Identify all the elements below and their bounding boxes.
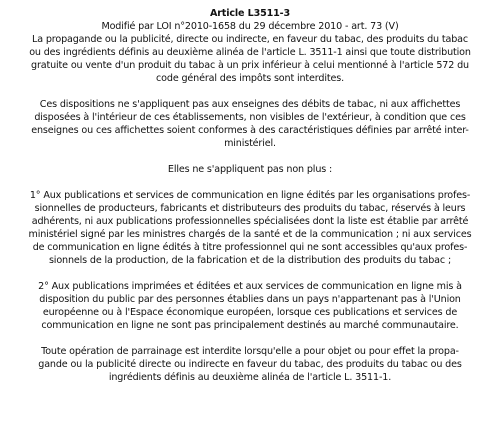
paragraph-line: code général des impôts sont interdites.	[156, 73, 344, 84]
paragraph-advertising-ban	[4, 33, 496, 85]
paragraph-line: Toute opération de parrainage est interdite lorsqu'elle a pour objet ou pour effet la propa-	[41, 346, 459, 357]
paragraph-line: disposées à l'intérieur de ces établissements, non visibles de l'extérieur, à condition que ces	[34, 112, 466, 123]
paragraph-line: ministériel.	[224, 138, 276, 149]
paragraph-line: européenne ou à l'Espace économique européen, lorsque ces publications et services de	[42, 307, 458, 318]
paragraph-line: sionnels de la production, de la fabrication et de la distribution des produits du tabac ;	[48, 255, 452, 266]
paragraph-further-exceptions	[4, 163, 496, 176]
paragraph-line: 2° Aux publications imprimées et éditées et aux services de communication en ligne mis à	[38, 281, 462, 292]
paragraph-item-2	[4, 280, 496, 332]
paragraph-line: sionnelles de producteurs, fabricants et distributeurs des produits du tabac, réservés à leurs	[34, 203, 466, 214]
paragraph-line: La propagande ou la publicité, directe ou indirecte, en faveur du tabac, des produits du tabac	[32, 34, 468, 45]
paragraph-line: ou des ingrédients définis au deuxième alinéa de l'article L. 3511-1 ainsi que toute distribution	[29, 47, 471, 58]
paragraph-line: gratuite ou vente d'un produit du tabac à un prix inférieur à celui mentionné à l'article 572 du	[31, 60, 469, 71]
paragraph-line: communication en ligne ne sont pas principalement destinés au marché communautaire.	[41, 320, 459, 331]
article-title: Article L3511-3	[209, 8, 291, 19]
paragraph-signage-exception	[4, 98, 496, 150]
paragraph-line: ministériel signé par les ministres chargés de la santé et de la communication ; ni aux services	[28, 229, 472, 240]
paragraph-line: Ces dispositions ne s'appliquent pas aux enseignes des débits de tabac, ni aux affichettes	[39, 99, 461, 110]
paragraph-line: 1° Aux publications et services de communication en ligne édités par les organisations profes-	[29, 190, 471, 201]
article-modification-note: Modifié par LOI n°2010-1658 du 29 décembre 2010 - art. 73 (V)	[101, 21, 399, 32]
paragraph-line: ingrédients définis au deuxième alinéa de l'article L. 3511-1.	[108, 372, 392, 383]
paragraph-line: de communication en ligne édités à titre professionnel qui ne sont accessibles qu'aux profes-	[32, 242, 468, 253]
paragraph-line: adhérents, ni aux publications professionnelles spécialisées dont la liste est établie par arrêté	[31, 216, 469, 227]
paragraph-sponsorship-ban	[4, 345, 496, 384]
paragraph-line: gande ou la publicité directe ou indirecte en faveur du tabac, des produits du tabac ou des	[38, 359, 462, 370]
paragraph-line: Elles ne s'appliquent pas non plus :	[167, 164, 333, 175]
paragraph-line: disposition du public par des personnes établies dans un pays n'appartenant pas à l'Union	[39, 294, 461, 305]
paragraph-item-1	[4, 189, 496, 267]
paragraph-line: enseignes ou ces affichettes soient conformes à des caractéristiques définies par arrêté inter-	[31, 125, 469, 136]
